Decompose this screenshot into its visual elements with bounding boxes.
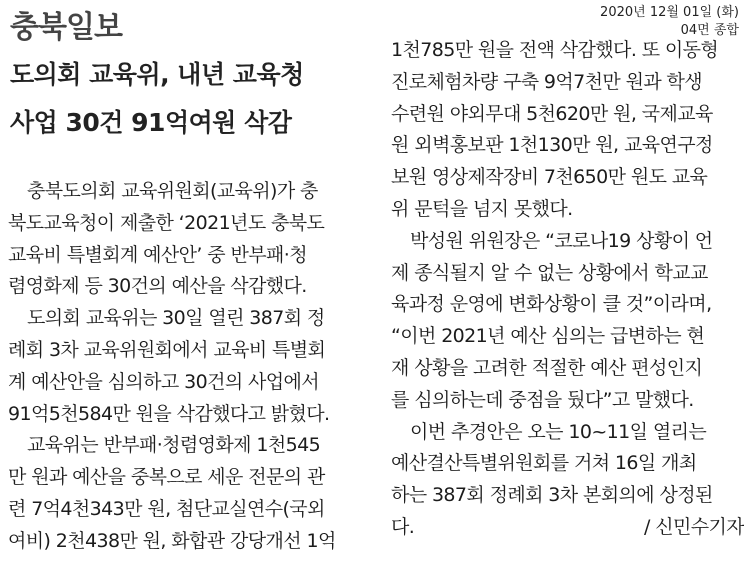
text-line: 북도교육청이 제출한 ‘2021년도 충북도 xyxy=(8,211,325,234)
text-line: 교육비 특별회계 예산안’ 중 반부패·청 xyxy=(8,243,307,266)
text-line: 도의회 교육위는 30일 열린 387회 정 xyxy=(27,307,325,330)
text-line: 재 상황을 고려한 적절한 예산 편성인지 xyxy=(391,356,703,379)
newspaper-masthead: 충북일보 xyxy=(10,10,122,45)
text-line: “이번 2021년 예산 심의는 급변하는 현 xyxy=(391,325,705,348)
text-line: 수련원 야외무대 5천620만 원, 국제교육 xyxy=(391,102,713,125)
text-line: 여비) 2천438만 원, 화합관 강당개선 1억 xyxy=(8,529,336,552)
text-line: 충북도의회 교육위원회(교육위)가 충 xyxy=(27,180,318,202)
text-line: 위 문턱을 넘지 못했다. xyxy=(391,197,573,220)
text-line: 진로체험차량 구축 9억7천만 원과 학생 xyxy=(391,70,703,93)
text-line: 례회 3차 교육위원회에서 교육비 특별회 xyxy=(8,338,326,361)
text-line: 련 7억4천343만 원, 첨단교실연수(국외 xyxy=(8,497,325,520)
text-line: 렴영화제 등 30건의 예산을 삭감했다. xyxy=(8,275,307,298)
text-line: 계 예산안을 심의하고 30건의 사업에서 xyxy=(8,370,320,393)
page-section: 04면 종합 xyxy=(680,23,739,38)
text-line: 를 심의하는데 중점을 뒀다”고 말했다. xyxy=(391,388,694,411)
article-column-2 xyxy=(391,35,744,544)
text-line: 보원 영상제작장비 7천650만 원도 교육 xyxy=(391,166,708,189)
text-line: 1천785만 원을 전액 삭감했다. 또 이동형 xyxy=(391,39,719,61)
text-line: 다. xyxy=(391,515,415,538)
last-line-with-byline xyxy=(391,512,744,544)
publication-date: 2020년 12월 01일 (화) xyxy=(600,5,739,20)
text-line: 제 종식될지 알 수 없는 상황에서 학교교 xyxy=(391,261,708,284)
article-column-1 xyxy=(8,176,364,558)
text-line: 예산결산특별위원회를 거쳐 16일 개최 xyxy=(391,452,697,475)
text-line: 육과정 운영에 변화상황이 클 것”이라며, xyxy=(391,293,712,316)
text-line: 하는 387회 정례회 3차 본회의에 상정된 xyxy=(391,484,713,507)
text-line: 박성원 위원장은 “코로나19 상황이 언 xyxy=(410,229,713,252)
headline-line-2: 사업 30건 91억여원 삭감 xyxy=(10,108,292,137)
headline-line-1: 도의회 교육위, 내년 교육청 xyxy=(10,60,304,89)
text-line: 원 외벽홍보판 1천130만 원, 교육연구정 xyxy=(391,134,713,157)
text-line: 91억5천584만 원을 삭감했다고 밝혔다. xyxy=(8,402,330,425)
byline: / 신민수기자 xyxy=(643,515,744,538)
text-line: 이번 추경안은 오는 10~11일 열리는 xyxy=(410,420,707,443)
text-line: 만 원과 예산을 중복으로 세운 전문의 관 xyxy=(8,466,325,489)
text-line: 교육위는 반부패·청렴영화제 1천545 xyxy=(27,434,321,457)
